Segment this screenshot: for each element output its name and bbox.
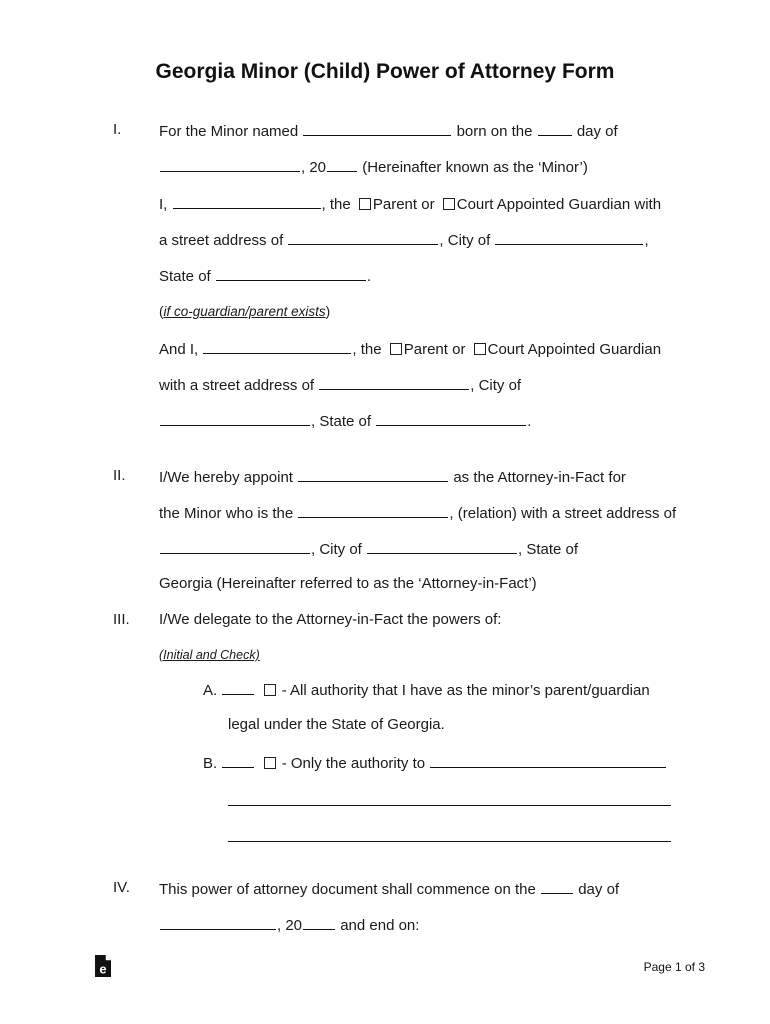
authority-field[interactable]: [430, 752, 666, 768]
form-text: (Hereinafter known as the ‘Minor’): [362, 159, 588, 176]
birth-month-field[interactable]: [160, 156, 300, 172]
commence-year-field[interactable]: [303, 914, 335, 930]
form-text: ): [325, 304, 331, 319]
form-line: [159, 338, 661, 360]
page-title: Georgia Minor (Child) Power of Attorney Form: [155, 60, 615, 83]
form-text: and end on:: [340, 917, 420, 934]
form-note: [159, 302, 330, 322]
form-text: , the: [352, 341, 382, 358]
option-label: A.: [203, 682, 218, 699]
attorney-street-field[interactable]: [160, 538, 310, 554]
form-line: legal under the State of Georgia.: [228, 716, 445, 733]
birth-day-field[interactable]: [538, 120, 572, 136]
form-text: I,: [159, 196, 168, 213]
form-text: State of: [159, 268, 211, 285]
form-line: [159, 120, 618, 142]
option-label: B.: [203, 755, 218, 772]
form-line: [159, 410, 531, 432]
form-line: [159, 466, 626, 488]
form-line: [159, 265, 371, 287]
form-line: [159, 538, 578, 560]
relation-field[interactable]: [298, 502, 448, 518]
form-text: Court Appointed Guardian: [487, 341, 662, 358]
guardian-checkbox[interactable]: [443, 198, 455, 210]
form-text: ,: [644, 232, 649, 249]
form-text: Parent or: [403, 341, 466, 358]
co-guardian-note: if co-guardian/parent exists: [163, 304, 326, 319]
guardian-name-field[interactable]: [173, 193, 321, 209]
form-text: This power of attorney document shall commence on the: [159, 881, 536, 898]
form-line: [159, 502, 676, 524]
form-text: Parent or: [372, 196, 435, 213]
attorney-city-field[interactable]: [367, 538, 517, 554]
co-parent-checkbox[interactable]: [390, 343, 402, 355]
form-line: I/We delegate to the Attorney-in-Fact the powers of:: [159, 611, 502, 628]
form-line: [159, 914, 419, 936]
co-guardian-checkbox[interactable]: [474, 343, 486, 355]
option-b-initials-field[interactable]: [222, 752, 254, 768]
form-text: - Only the authority to: [281, 755, 426, 772]
option-a: [203, 679, 650, 701]
birth-year-field[interactable]: [327, 156, 357, 172]
svg-text:e: e: [99, 961, 107, 977]
form-text: , 20: [277, 917, 303, 934]
form-text: , City of: [311, 541, 362, 558]
form-text: , City of: [439, 232, 491, 249]
form-text: , (relation) with a street address of: [449, 505, 677, 522]
form-text: as the Attorney-in-Fact for: [453, 469, 626, 486]
form-text: I/We hereby appoint: [159, 469, 293, 486]
minor-name-field[interactable]: [303, 120, 451, 136]
initial-and-check-note: (Initial and Check): [159, 648, 260, 662]
section-number: I.: [113, 121, 122, 138]
form-text: day of: [576, 123, 618, 140]
page-number: Page 1 of 3: [643, 960, 705, 974]
option-a-initials-field[interactable]: [222, 679, 254, 695]
form-text: , 20: [301, 159, 327, 176]
form-text: with a street address of: [159, 377, 315, 394]
parent-checkbox[interactable]: [359, 198, 371, 210]
attorney-name-field[interactable]: [298, 466, 448, 482]
form-line: [159, 193, 661, 215]
form-text: For the Minor named: [159, 123, 299, 140]
form-text: , State of: [518, 541, 579, 558]
form-text: And I,: [159, 341, 199, 358]
co-state-field[interactable]: [376, 410, 526, 426]
co-street-address-field[interactable]: [319, 374, 469, 390]
form-text: (: [159, 304, 164, 319]
state-field[interactable]: [216, 265, 366, 281]
authority-line-3[interactable]: [228, 841, 671, 842]
form-text: , State of: [311, 413, 372, 430]
street-address-field[interactable]: [288, 229, 438, 245]
option-a-checkbox[interactable]: [264, 684, 276, 696]
form-text: Court Appointed Guardian with: [456, 196, 662, 213]
form-text: the Minor who is the: [159, 505, 294, 522]
form-text: .: [527, 413, 532, 430]
form-text: - All authority that I have as the minor’s parent/guardian: [281, 682, 650, 699]
eforms-logo-icon: [93, 954, 113, 978]
authority-line-2[interactable]: [228, 805, 671, 806]
form-text: , City of: [470, 377, 522, 394]
option-b-checkbox[interactable]: [264, 757, 276, 769]
section-number: II.: [113, 467, 126, 484]
commence-day-field[interactable]: [541, 878, 573, 894]
form-text: born on the: [456, 123, 533, 140]
form-text: day of: [578, 881, 620, 898]
co-city-field[interactable]: [160, 410, 310, 426]
form-text: , the: [321, 196, 351, 213]
form-line: [159, 229, 649, 251]
form-line: Georgia (Hereinafter referred to as the ‘Attorney-in-Fact’): [159, 575, 537, 592]
section-number: IV.: [113, 879, 130, 896]
section-number: III.: [113, 611, 130, 628]
co-guardian-name-field[interactable]: [203, 338, 351, 354]
commence-month-field[interactable]: [160, 914, 276, 930]
form-text: .: [366, 268, 372, 285]
option-b: [203, 752, 667, 774]
form-line: [159, 374, 521, 396]
form-line: [159, 156, 588, 178]
form-text: a street address of: [159, 232, 284, 249]
city-field[interactable]: [495, 229, 643, 245]
form-line: [159, 878, 619, 900]
